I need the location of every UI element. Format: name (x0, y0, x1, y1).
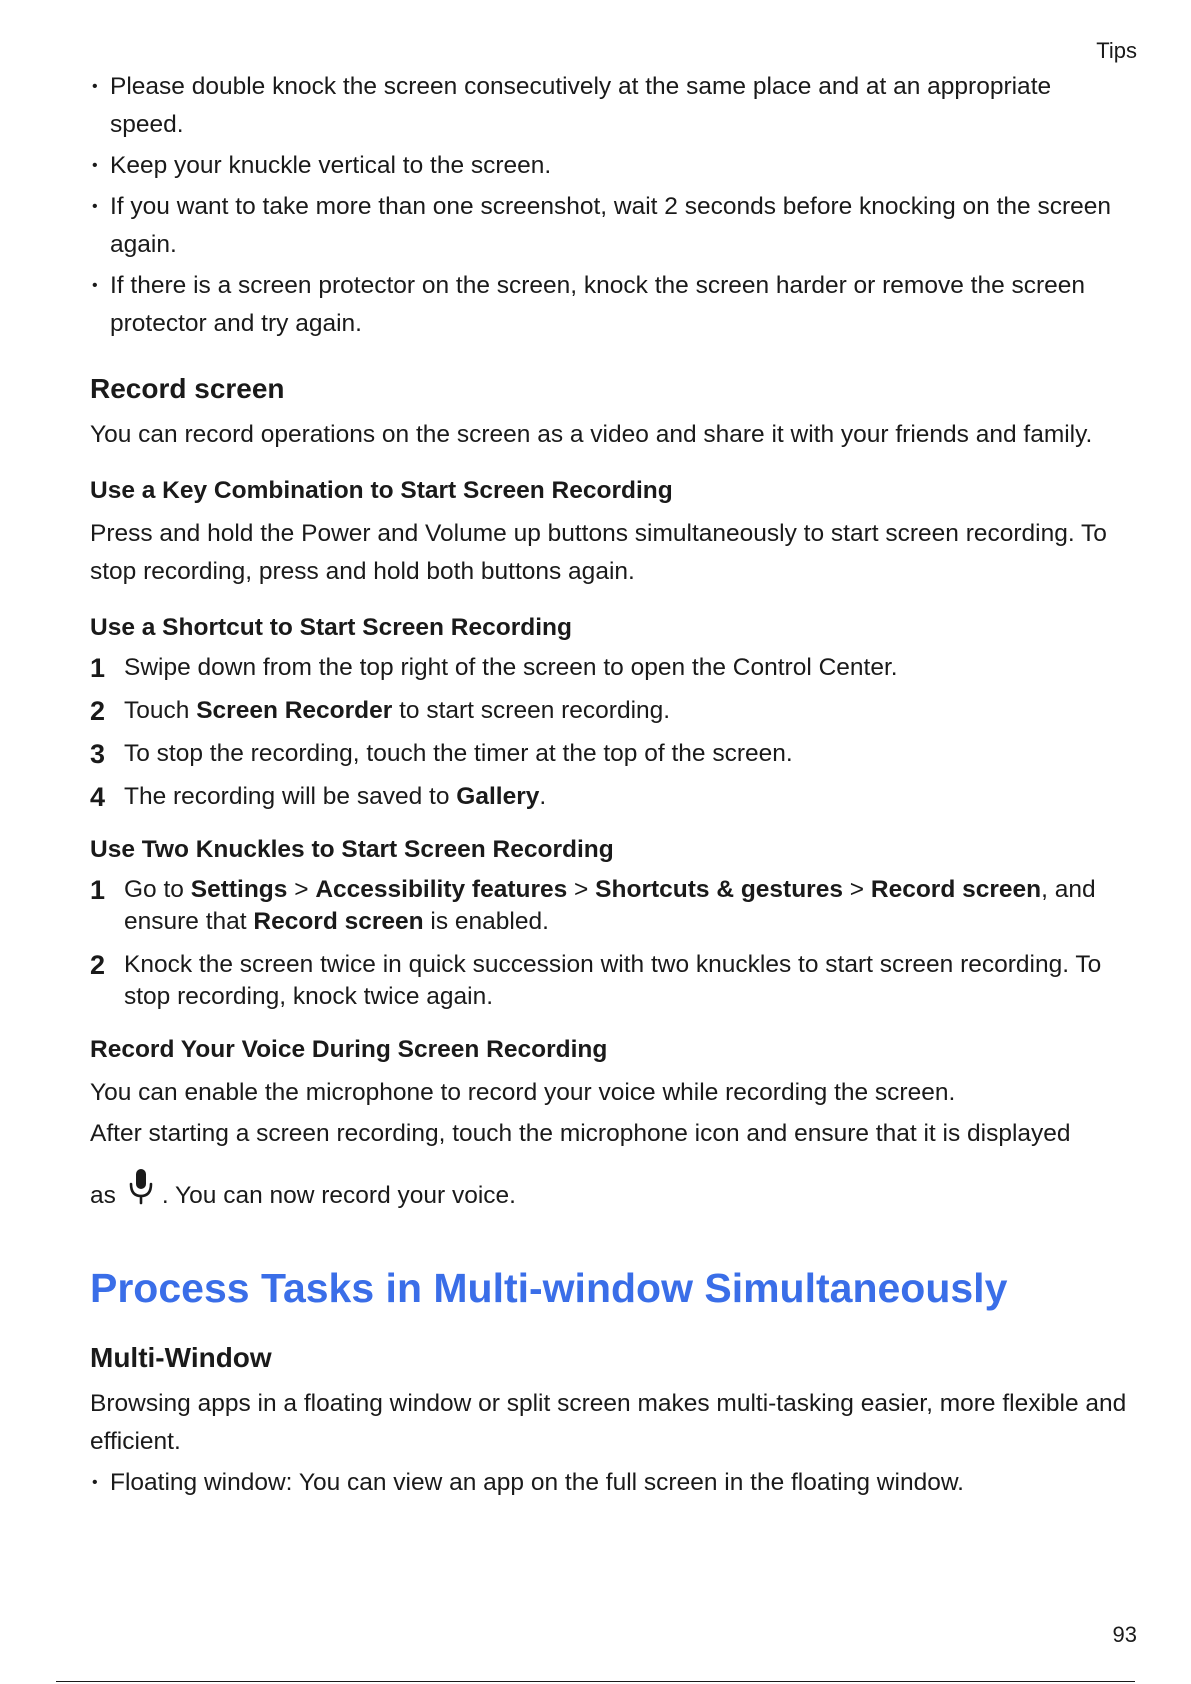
step-item (90, 738, 1130, 770)
step-text (124, 695, 670, 727)
list-item: • Floating window: You can view an app on the full screen in the floating window. (90, 1464, 1130, 1502)
record-screen-heading: Record screen (90, 373, 285, 404)
list-item: • If you want to take more than one screenshot, wait 2 seconds before knocking on the screen again. (90, 188, 1130, 264)
path-separator: > (567, 876, 596, 903)
gallery-term: Gallery (456, 783, 540, 810)
path-separator: > (287, 876, 316, 903)
record-screen-term: Record screen (253, 908, 424, 935)
step-item (90, 652, 1130, 684)
screen-recorder-term: Screen Recorder (196, 697, 393, 724)
as-label: as (90, 1182, 116, 1209)
shortcut-steps (90, 652, 1130, 813)
step-text-part: , and ensure that (124, 876, 1096, 935)
step-number: 4 (90, 782, 106, 812)
step-number: 2 (90, 950, 106, 980)
step-item (90, 781, 1130, 813)
shortcut-heading: Use a Shortcut to Start Screen Recording (90, 614, 572, 641)
section-tag: Tips (1096, 38, 1137, 63)
voice-text-3 (90, 1167, 1130, 1219)
tips-bullet-list (90, 68, 1130, 343)
step-number: 1 (90, 875, 106, 905)
step-text: Swipe down from the top right of the screen to open the Control Center. (124, 654, 898, 681)
step-text (124, 874, 1130, 938)
key-combination-heading: Use a Key Combination to Start Screen Recording (90, 477, 673, 504)
voice-heading: Record Your Voice During Screen Recording (90, 1036, 608, 1063)
path-separator: > (842, 876, 871, 903)
record-screen-intro: You can record operations on the screen as a video and share it with your friends and family. (90, 421, 1093, 448)
key-combination-text: Press and hold the Power and Volume up buttons simultaneously to start screen recording. To stop recording, press and hold both buttons again. (90, 520, 1107, 585)
step-number: 3 (90, 739, 106, 769)
microphone-icon (126, 1167, 156, 1219)
step-item (90, 949, 1130, 1013)
shortcuts-gestures-term: Shortcuts & gestures (595, 876, 843, 903)
knuckles-heading: Use Two Knuckles to Start Screen Recording (90, 836, 614, 863)
multi-window-heading: Multi-Window (90, 1342, 272, 1373)
list-item: • Please double knock the screen consecutively at the same place and at an appropriate speed. (90, 68, 1130, 144)
voice-text-end: . You can now record your voice. (161, 1182, 516, 1209)
step-item (90, 874, 1130, 938)
accessibility-features-term: Accessibility features (315, 876, 568, 903)
voice-text-1: You can enable the microphone to record your voice while recording the screen. (90, 1079, 956, 1106)
step-number: 2 (90, 696, 106, 726)
step-number: 1 (90, 653, 106, 683)
page-number: 93 (1112, 1622, 1137, 1647)
step-text-part: to start screen recording. (392, 697, 671, 724)
step-item (90, 695, 1130, 727)
footer-divider (56, 1681, 1135, 1682)
step-text-part: . (539, 783, 547, 810)
chapter-title: Process Tasks in Multi-window Simultaneously (90, 1265, 1008, 1311)
knuckles-steps (90, 874, 1130, 1013)
step-text-part: The recording will be saved to (124, 783, 457, 810)
list-item: • Keep your knuckle vertical to the screen. (90, 147, 1130, 185)
step-text-part: is enabled. (423, 908, 549, 935)
step-text: To stop the recording, touch the timer at the top of the screen. (124, 740, 793, 767)
multi-window-bullet-list (90, 1464, 1130, 1502)
step-text-part: Touch (124, 697, 197, 724)
step-text (124, 781, 546, 813)
voice-text-2: After starting a screen recording, touch the microphone icon and ensure that it is displayed (90, 1120, 1071, 1147)
settings-term: Settings (190, 876, 288, 903)
step-text: Knock the screen twice in quick succession with two knuckles to start screen recording. To stop recording, knock twice again. (124, 951, 1102, 1010)
multi-window-intro: Browsing apps in a floating window or split screen makes multi-tasking easier, more flexible and efficient. (90, 1390, 1127, 1455)
step-text-part: Go to (124, 876, 191, 903)
list-item: • If there is a screen protector on the screen, knock the screen harder or remove the screen protector and try again. (90, 267, 1130, 343)
record-screen-term: Record screen (870, 876, 1042, 903)
page-content (90, 68, 1130, 1505)
